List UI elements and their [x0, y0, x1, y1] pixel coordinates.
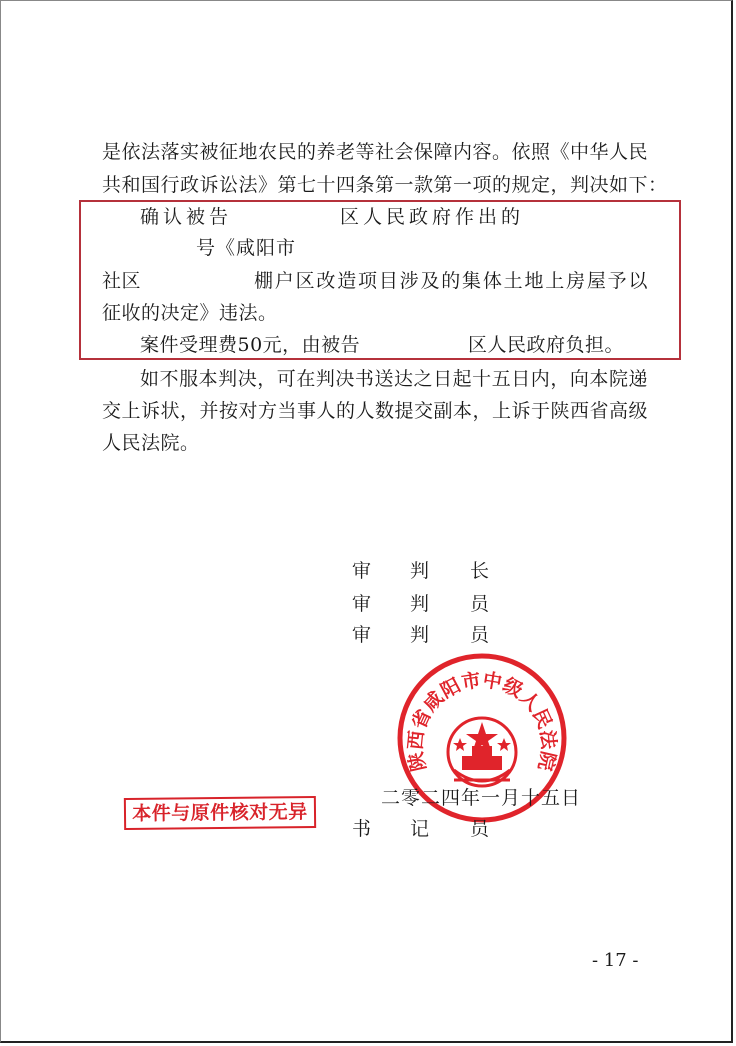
judgment-text: 案件受理费50元，由被告: [140, 334, 361, 356]
signature-judge: 审 判 员: [352, 593, 490, 615]
judgment-text: 区人民政府负担。: [468, 334, 625, 356]
signature-presiding-judge: 审 判 长: [352, 560, 490, 582]
judgment-date: 二零二四年一月十五日: [381, 787, 582, 809]
judgment-text: 区人民政府作出的: [340, 206, 525, 228]
judgment-text: 号《咸阳市: [196, 237, 297, 259]
seal-text: 陕西省咸阳市中级人民法院: [404, 669, 560, 774]
signature-judge: 审 判 员: [352, 624, 490, 646]
page-number: - 17 -: [592, 950, 639, 971]
paragraph-line: 人民法院。: [102, 432, 200, 454]
paragraph-line: 如不服本判决，可在判决书送达之日起十五日内，向本院递: [140, 368, 648, 390]
paragraph-line: 共和国行政诉讼法》第七十四条第一款第一项的规定，判决如下：: [102, 174, 668, 196]
certified-copy-stamp: 本件与原件核对无异: [124, 796, 316, 830]
judgment-text: 社区: [102, 270, 142, 292]
paragraph-line: 是依法落实被征地农民的养老等社会保障内容。依照《中华人民: [102, 141, 649, 163]
judgment-text: 确认被告: [140, 206, 233, 228]
paragraph-line: 交上诉状，并按对方当事人的人数提交副本，上诉于陕西省高级: [102, 400, 649, 422]
judgment-text: 征收的决定》违法。: [102, 302, 278, 324]
signature-clerk: 书 记 员: [352, 818, 490, 840]
judgment-text: 棚户区改造项目涉及的集体土地上房屋予以: [254, 270, 648, 292]
